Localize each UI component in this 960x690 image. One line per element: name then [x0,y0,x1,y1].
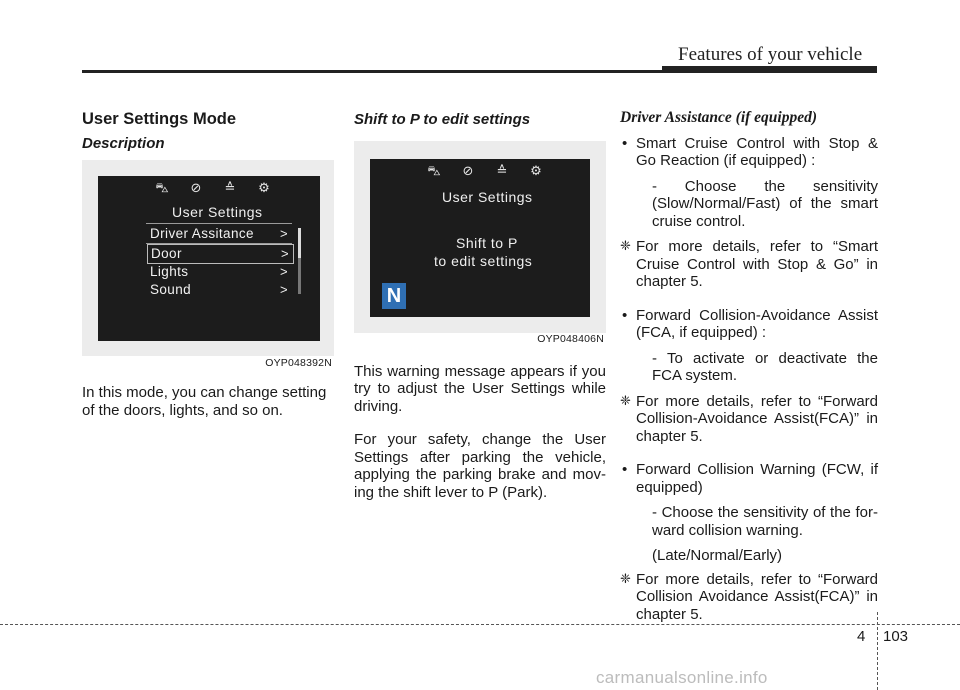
screen-title: User Settings [442,188,533,205]
compass-icon: ⊘ [190,181,202,196]
list-item-title: Forward Collision-Avoidance Assist (FCA, if equipped) : [636,306,878,341]
figure-shift-to-p [354,141,606,345]
footer-rule [0,624,960,625]
menu-item-label: Sound [150,282,192,297]
note-text: For more details, refer to “Forward Collision-Avoidance Assist(FCA)” in chapter 5. [636,392,878,445]
chevron-right-icon: > [281,246,289,261]
menu-item-label: Lights [150,264,189,279]
bullet-icon: • [622,306,628,324]
list-item [620,461,878,496]
gear-icon: ⚙ [530,163,542,179]
car-icon: ⛍ [155,181,169,196]
figure-caption: OYP048392N [265,356,332,369]
page-number: 103 [883,628,909,645]
chevron-right-icon: > [280,264,288,279]
feature-list [620,461,878,496]
note-mark-icon: ❈ [620,239,631,254]
reference-note [620,238,878,291]
feature-list [620,135,878,170]
figure-caption: OYP048406N [537,333,604,345]
list-item-subpoint: - Choose the sensitivity of the for- ward collision warning. [652,504,878,539]
warning-paragraph: This warning message appears if you try to adjust the User Settings while driving. [354,362,606,415]
driver-assistance-heading: Driver Assistance (if equipped) [620,109,818,126]
list-item-title: Smart Cruise Control with Stop & Go Reaction (if equipped) : [636,134,878,169]
list-item [620,135,878,170]
display-screen [370,159,590,317]
menu-item-label: Driver Assitance [150,226,254,241]
safety-paragraph: For your safety, change the User Settings after parking the vehicle, applying the parking brake and mov- ing the shift lever to P (Park). [354,431,606,501]
reference-note [620,571,878,624]
menu-item-driver-assistance [150,225,292,243]
gear-icon: ⚙ [258,181,270,196]
list-item-subpoint: - Choose the sensitivity (Slow/Normal/Fast) of the smart cruise control. [652,177,878,230]
compass-icon: ⊘ [462,163,474,179]
note-mark-icon: ❈ [620,571,631,587]
menu-item-door [147,244,294,264]
list-item-subpoint: - To activate or deactivate the FCA system. [652,349,878,384]
page-heading: User Settings Mode [82,110,237,128]
menu-divider [146,223,292,224]
gear-position-badge: N [382,283,406,309]
menu-item-lights [150,263,292,281]
section-title: Features of your vehicle [678,44,863,65]
feature-list [620,307,878,342]
list-item-title: Forward Collision Warning (FCW, if equipped) [636,461,878,496]
chapter-number: 4 [857,628,866,645]
car-icon: ⛍ [427,163,441,179]
shift-to-p-heading: Shift to P to edit settings [354,111,531,128]
description-paragraph: In this mode, you can change setting of the doors, lights, and so on. [82,384,327,419]
note-mark-icon: ❈ [620,393,631,409]
column-3 [620,108,878,639]
chevron-right-icon: > [280,226,288,241]
note-text: For more details, refer to “Smart Cruise Control with Stop & Go” in chapter 5. [636,238,878,290]
menu-item-label: Door [151,246,182,261]
description-heading: Description [82,134,165,152]
column-2 [354,108,606,517]
reference-note [620,393,878,446]
screen-topbar [370,159,590,185]
list-item [620,307,878,342]
lane-icon: ≙ [224,181,236,196]
screen-title: User Settings [172,204,263,220]
figure-user-settings [82,160,334,369]
display-screen [98,176,320,341]
header-rule-accent [662,66,877,73]
warning-message-line1: Shift to P [456,234,518,251]
warning-message-line2: to edit settings [434,252,533,269]
note-text: For more details, refer to “Forward Collision Avoidance Assist(FCA)” in chapter 5. [636,570,878,623]
chevron-right-icon: > [280,282,288,297]
bullet-icon: • [622,461,628,478]
footer-divider [877,612,878,690]
watermark: carmanualsonline.info [596,668,768,687]
column-1 [82,108,334,435]
lane-icon: ≙ [496,163,508,179]
scrollbar-thumb [298,228,301,258]
menu-item-sound [150,281,292,299]
list-item-options: (Late/Normal/Early) [652,547,783,564]
screen-topbar [98,176,320,202]
bullet-icon: • [622,134,628,152]
